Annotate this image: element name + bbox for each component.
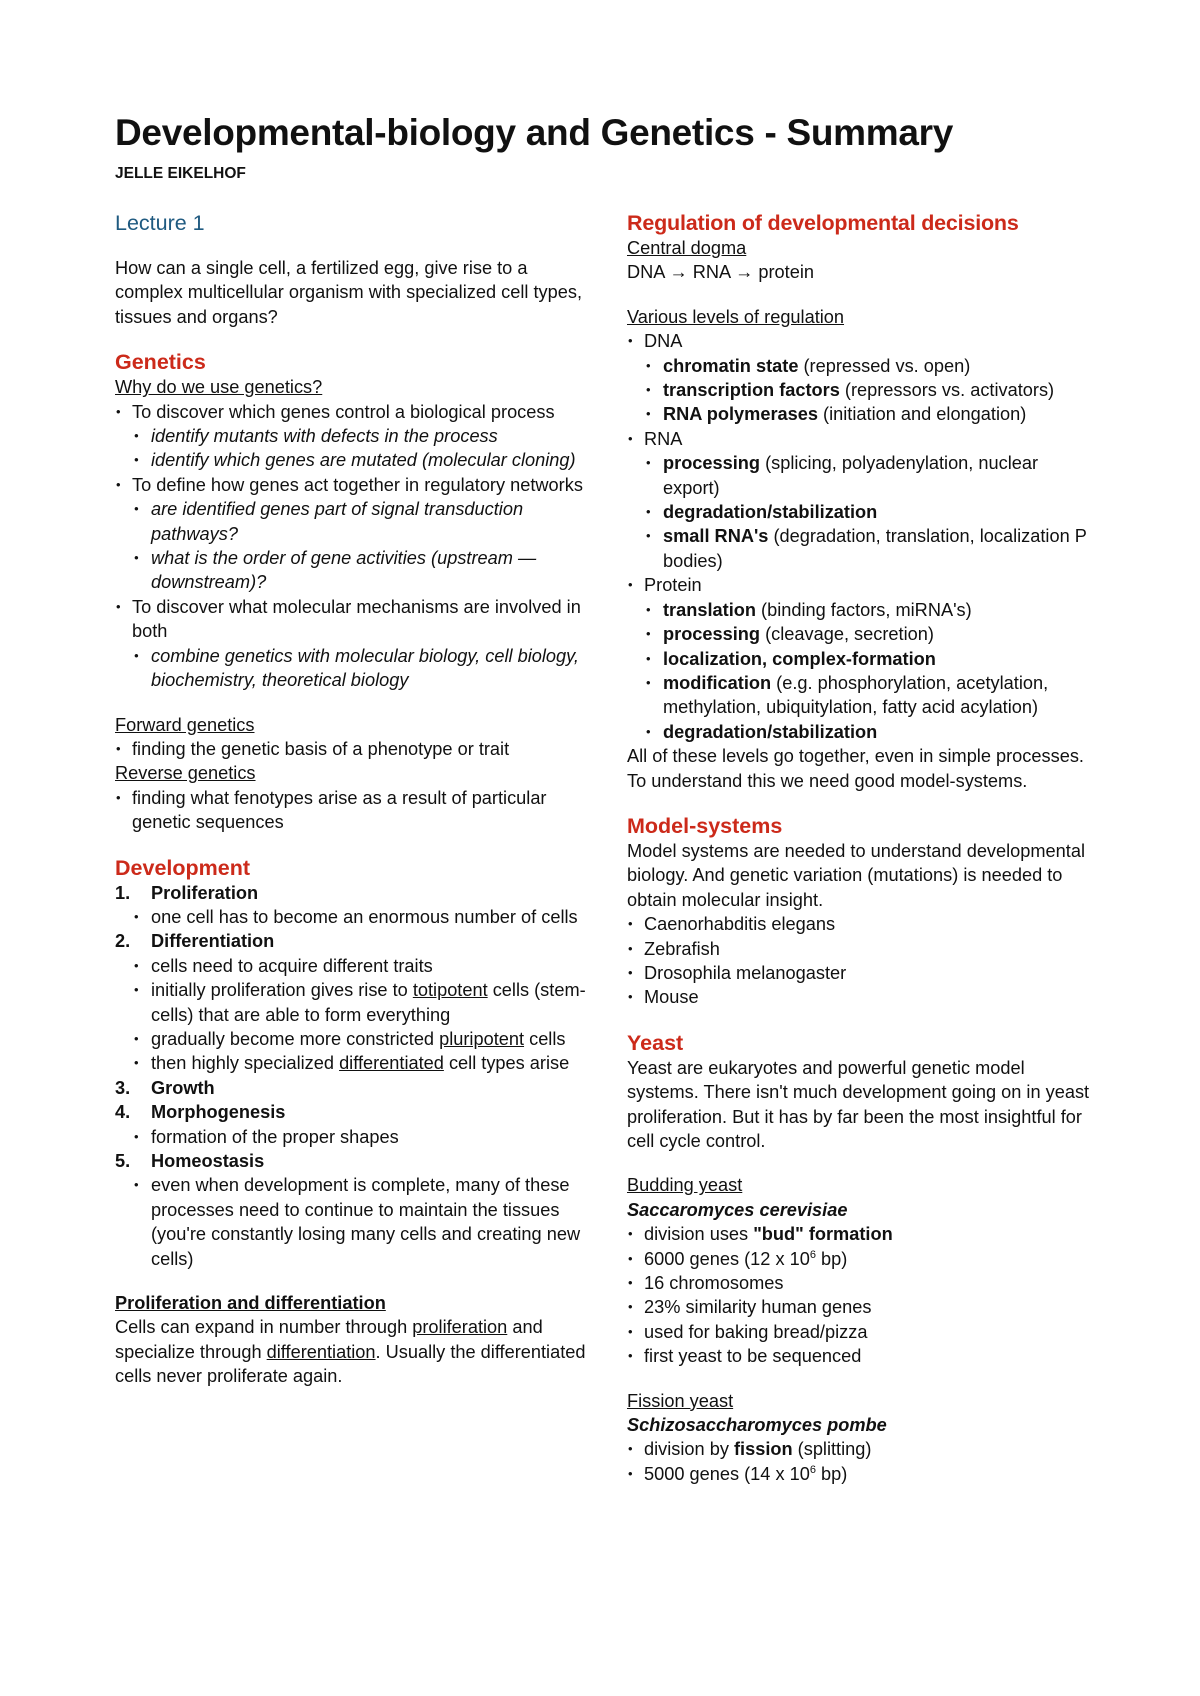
list-item: • chromatin state (repressed vs. open) — [627, 354, 1097, 378]
intro-paragraph: How can a single cell, a fertilized egg, give rise to a complex multicellular organism with specialized cell types, tissues and organs? — [115, 258, 582, 327]
list-item: • degradation/stabilization — [627, 500, 1097, 524]
yeast-heading: Yeast — [627, 1030, 684, 1055]
budding-yeast-species: Saccaromyces cerevisiae — [627, 1199, 848, 1220]
list-item: • processing (cleavage, secretion) — [627, 622, 1097, 646]
list-item: • first yeast to be sequenced — [627, 1344, 1097, 1368]
list-item: • small RNA's (degradation, translation, localization P bodies) — [627, 524, 1097, 573]
list-item: • are identified genes part of signal transduction pathways? — [115, 497, 595, 546]
central-dogma-line: DNA → RNA → protein — [627, 262, 814, 283]
list-item: • identify mutants with defects in the process — [115, 424, 595, 448]
forward-genetics-heading: Forward genetics — [115, 714, 255, 735]
central-dogma-heading: Central dogma — [627, 238, 747, 258]
list-item: • gradually become more constricted pluripotent cells — [115, 1027, 595, 1051]
left-column — [115, 210, 595, 1389]
yeast-paragraph: Yeast are eukaryotes and powerful genetic model systems. There isn't much development going on in yeast proliferation. But it has by far been the most insightful for cell cycle control. — [627, 1057, 1090, 1151]
list-item: • To define how genes act together in regulatory networks • are identified genes part of signal transduction pathways? • what is the order of gene activities (upstream — downstream)? — [115, 473, 595, 595]
document-title: Developmental-biology and Genetics - Summary — [115, 112, 953, 153]
list-item: • Drosophila melanogaster — [627, 961, 1097, 985]
stage-item: 4. Morphogenesis • formation of the proper shapes — [115, 1100, 595, 1149]
stage-item: 1. Proliferation • one cell has to become an enormous number of cells — [115, 881, 595, 930]
lecture-heading: Lecture 1 — [115, 211, 205, 235]
list-item: • 5000 genes (14 x $10^6$ bp) — [627, 1462, 1097, 1486]
list-item: • initially proliferation gives rise to totipotent cells (stem-cells) that are able to form everything — [115, 978, 595, 1027]
list-item: • division uses "bud" formation — [627, 1222, 1097, 1246]
list-item: • processing (splicing, polyadenylation, nuclear export) — [627, 451, 1097, 500]
list-item: • 23% similarity human genes — [627, 1295, 1097, 1319]
reverse-genetics-heading: Reverse genetics — [115, 763, 256, 784]
list-item: • even when development is complete, many of these processes need to continue to maintain the tissues (you're constantly losing many cells and creating new cells) — [115, 1173, 595, 1271]
list-item: • RNA polymerases (initiation and elongation) — [627, 402, 1097, 426]
list-item: • cells need to acquire different traits — [115, 954, 595, 978]
list-item: • finding the genetic basis of a phenotype or trait — [115, 737, 595, 761]
development-stages-list — [115, 881, 595, 1272]
development-heading: Development — [115, 855, 251, 880]
list-item: • To discover what molecular mechanisms are involved in both • combine genetics with molecular biology, cell biology, biochemistry, theoretical biology — [115, 595, 595, 693]
list-item: • 16 chromosomes — [627, 1271, 1097, 1295]
fission-yeast-list — [627, 1437, 1097, 1486]
author-name: JELLE EIKELHOF — [115, 165, 246, 182]
proliferation-differentiation-heading: Proliferation and differentiation — [115, 1293, 386, 1314]
budding-yeast-heading: Budding yeast — [627, 1175, 743, 1196]
list-item: • DNA • chromatin state (repressed vs. open) • transcription factors (repressors vs. activators) • RNA polymerases (initiation and elongation) — [627, 329, 1097, 427]
list-item: • division by fission (splitting) — [627, 1437, 1097, 1461]
stage-item: 3. Growth — [115, 1077, 215, 1098]
list-item: • RNA • processing (splicing, polyadenylation, nuclear export) • degradation/stabilization • small RNA's (degradation, translation, localization P bodies) — [627, 427, 1097, 573]
regulation-levels-heading: Various levels of regulation — [627, 306, 845, 327]
list-item: • what is the order of gene activities (upstream — downstream)? — [115, 546, 595, 595]
regulation-closing-paragraph: All of these levels go together, even in simple processes. To understand this we need good model-systems. — [627, 746, 1084, 791]
model-systems-list — [627, 912, 1097, 1010]
list-item: • formation of the proper shapes — [115, 1125, 595, 1149]
stage-item: 5. Homeostasis • even when development is complete, many of these processes need to continue to maintain the tissues (you're constantly losing many cells and creating new cells) — [115, 1149, 595, 1271]
list-item: • transcription factors (repressors vs. activators) — [627, 378, 1097, 402]
list-item: • finding what fenotypes arise as a result of particular genetic sequences — [115, 786, 595, 835]
right-column — [627, 210, 1097, 1486]
genetics-subheading: Why do we use genetics? — [115, 377, 323, 398]
list-item: • To discover which genes control a biological process • identify mutants with defects in the process • identify which genes are mutated (molecular cloning) — [115, 400, 595, 473]
list-item: • Caenorhabditis elegans — [627, 912, 1097, 936]
list-item: • modification (e.g. phosphorylation, acetylation, methylation, ubiquitylation, fatty acid acylation) — [627, 671, 1097, 720]
budding-yeast-list — [627, 1222, 1097, 1368]
fission-yeast-species: Schizosaccharomyces pombe — [627, 1415, 887, 1436]
regulation-heading: Regulation of developmental decisions — [627, 211, 1019, 235]
genetics-heading: Genetics — [115, 350, 206, 375]
list-item: • 6000 genes (12 x $10^6$ bp) — [627, 1247, 1097, 1271]
list-item: • translation (binding factors, miRNA's) — [627, 598, 1097, 622]
list-item: • localization, complex-formation — [627, 647, 1097, 671]
fission-yeast-heading: Fission yeast — [627, 1390, 734, 1411]
proliferation-differentiation-paragraph: Cells can expand in number through proliferation and specialize through differentiation. Usually the differentiated cells never proliferate again. — [115, 1317, 586, 1387]
stage-item: 2. Differentiation • cells need to acquire different traits • initially proliferation gives rise to totipotent cells (stem-cells) that are able to form everything • gradually become more constricted pluripotent cells • then highly specialized differentiated cell types arise — [115, 929, 595, 1075]
list-item: • identify which genes are mutated (molecular cloning) — [115, 448, 595, 472]
list-item: • Mouse — [627, 985, 1097, 1009]
list-item: • then highly specialized differentiated cell types arise — [115, 1051, 595, 1075]
list-item: • one cell has to become an enormous number of cells — [115, 905, 595, 929]
regulation-levels-list — [627, 329, 1097, 744]
list-item: • Protein • translation (binding factors, miRNA's) • processing (cleavage, secretion) • localization, complex-formation • modification (e.g. phosphorylation, acetylation, methylation, ubiquitylation, fatty acid acylation) • degradation/stabilization — [627, 573, 1097, 744]
model-systems-heading: Model-systems — [627, 813, 783, 838]
model-systems-paragraph: Model systems are needed to understand developmental biology. And genetic variation (mutations) is needed to obtain molecular insight. — [627, 840, 1085, 910]
list-item: • degradation/stabilization — [627, 720, 1097, 744]
list-item: • used for baking bread/pizza — [627, 1320, 1097, 1344]
list-item: • combine genetics with molecular biology, cell biology, biochemistry, theoretical biology — [115, 644, 595, 693]
genetics-list — [115, 400, 595, 693]
list-item: • Zebrafish — [627, 937, 1097, 961]
